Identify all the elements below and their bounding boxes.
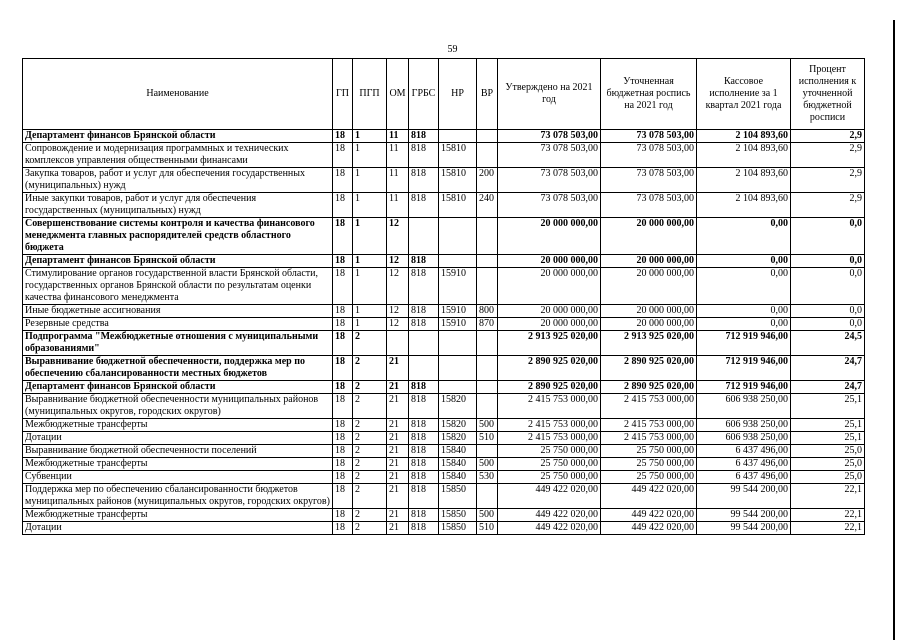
cell-vr — [477, 130, 498, 143]
cell-approved: 25 750 000,00 — [498, 458, 601, 471]
cell-grbs: 818 — [409, 318, 439, 331]
table-row — [23, 381, 865, 394]
header-percent: Процент исполнения к уточненной бюджетной росписи — [791, 59, 865, 130]
cell-cash: 6 437 496,00 — [697, 458, 791, 471]
cell-om: 11 — [387, 168, 409, 193]
table-row — [23, 509, 865, 522]
cell-nr: 15810 — [439, 143, 477, 168]
cell-refined: 2 890 925 020,00 — [601, 356, 697, 381]
cell-gp: 18 — [333, 218, 353, 255]
table-row — [23, 305, 865, 318]
cell-refined: 2 415 753 000,00 — [601, 419, 697, 432]
cell-percent: 2,9 — [791, 130, 865, 143]
table-row — [23, 331, 865, 356]
table-row — [23, 522, 865, 535]
cell-om: 21 — [387, 484, 409, 509]
cell-approved: 2 415 753 000,00 — [498, 419, 601, 432]
cell-percent: 25,0 — [791, 471, 865, 484]
cell-name: Резервные средства — [23, 318, 333, 331]
cell-refined: 2 913 925 020,00 — [601, 331, 697, 356]
cell-percent: 0,0 — [791, 255, 865, 268]
cell-cash: 2 104 893,60 — [697, 193, 791, 218]
cell-om: 21 — [387, 394, 409, 419]
cell-nr — [439, 381, 477, 394]
cell-percent: 24,7 — [791, 356, 865, 381]
cell-percent: 25,1 — [791, 419, 865, 432]
cell-name: Сопровождение и модернизация программных и технических комплексов управления общественными финансами — [23, 143, 333, 168]
cell-pgp: 2 — [353, 484, 387, 509]
cell-gp: 18 — [333, 509, 353, 522]
cell-refined: 73 078 503,00 — [601, 130, 697, 143]
cell-gp: 18 — [333, 484, 353, 509]
cell-nr: 15820 — [439, 419, 477, 432]
cell-pgp: 1 — [353, 168, 387, 193]
cell-approved: 20 000 000,00 — [498, 318, 601, 331]
cell-approved: 25 750 000,00 — [498, 471, 601, 484]
cell-percent: 24,7 — [791, 381, 865, 394]
cell-om: 12 — [387, 305, 409, 318]
cell-vr — [477, 394, 498, 419]
cell-refined: 449 422 020,00 — [601, 509, 697, 522]
cell-pgp: 2 — [353, 331, 387, 356]
cell-vr — [477, 255, 498, 268]
cell-vr — [477, 331, 498, 356]
cell-nr — [439, 218, 477, 255]
cell-vr — [477, 445, 498, 458]
cell-name: Стимулирование органов государственной власти Брянской области, государственных органов Брянской области по результатам оценки качества финансового менеджмента — [23, 268, 333, 305]
cell-vr: 200 — [477, 168, 498, 193]
cell-name: Субвенции — [23, 471, 333, 484]
cell-nr: 15840 — [439, 445, 477, 458]
cell-refined: 20 000 000,00 — [601, 268, 697, 305]
table-row — [23, 268, 865, 305]
header-gp: ГП — [333, 59, 353, 130]
cell-om — [387, 331, 409, 356]
table-row — [23, 445, 865, 458]
cell-grbs: 818 — [409, 484, 439, 509]
cell-pgp: 1 — [353, 130, 387, 143]
cell-gp: 18 — [333, 432, 353, 445]
cell-grbs: 818 — [409, 432, 439, 445]
table-row — [23, 168, 865, 193]
cell-refined: 20 000 000,00 — [601, 318, 697, 331]
cell-cash: 712 919 946,00 — [697, 356, 791, 381]
cell-pgp: 2 — [353, 471, 387, 484]
cell-percent: 22,1 — [791, 509, 865, 522]
cell-grbs: 818 — [409, 193, 439, 218]
cell-name: Межбюджетные трансферты — [23, 419, 333, 432]
cell-name: Выравнивание бюджетной обеспеченности, поддержка мер по обеспечению сбалансированности местных бюджетов — [23, 356, 333, 381]
cell-approved: 2 913 925 020,00 — [498, 331, 601, 356]
table-row — [23, 130, 865, 143]
cell-nr: 15910 — [439, 318, 477, 331]
cell-vr — [477, 143, 498, 168]
cell-vr: 500 — [477, 509, 498, 522]
cell-cash: 2 104 893,60 — [697, 143, 791, 168]
cell-approved: 73 078 503,00 — [498, 168, 601, 193]
table-row — [23, 218, 865, 255]
cell-refined: 20 000 000,00 — [601, 305, 697, 318]
table-row — [23, 458, 865, 471]
cell-name: Выравнивание бюджетной обеспеченности поселений — [23, 445, 333, 458]
cell-om: 12 — [387, 318, 409, 331]
cell-name: Совершенствование системы контроля и качества финансового менеджмента главных распорядителей средств областного бюджета — [23, 218, 333, 255]
cell-grbs: 818 — [409, 509, 439, 522]
cell-vr — [477, 268, 498, 305]
header-name: Наименование — [23, 59, 333, 130]
cell-vr: 530 — [477, 471, 498, 484]
cell-grbs: 818 — [409, 255, 439, 268]
cell-nr: 15840 — [439, 471, 477, 484]
cell-cash: 712 919 946,00 — [697, 331, 791, 356]
cell-gp: 18 — [333, 522, 353, 535]
cell-gp: 18 — [333, 305, 353, 318]
cell-om: 21 — [387, 419, 409, 432]
table-row — [23, 318, 865, 331]
cell-refined: 449 422 020,00 — [601, 522, 697, 535]
cell-cash: 606 938 250,00 — [697, 394, 791, 419]
cell-percent: 0,0 — [791, 268, 865, 305]
cell-refined: 449 422 020,00 — [601, 484, 697, 509]
cell-percent: 0,0 — [791, 218, 865, 255]
cell-gp: 18 — [333, 445, 353, 458]
cell-approved: 2 415 753 000,00 — [498, 432, 601, 445]
cell-cash: 712 919 946,00 — [697, 381, 791, 394]
cell-approved: 449 422 020,00 — [498, 522, 601, 535]
cell-nr: 15810 — [439, 168, 477, 193]
cell-nr: 15910 — [439, 305, 477, 318]
cell-cash: 2 104 893,60 — [697, 168, 791, 193]
cell-gp: 18 — [333, 193, 353, 218]
cell-nr: 15820 — [439, 432, 477, 445]
cell-grbs: 818 — [409, 268, 439, 305]
cell-nr: 15910 — [439, 268, 477, 305]
table-row — [23, 419, 865, 432]
cell-om: 12 — [387, 268, 409, 305]
cell-vr: 500 — [477, 458, 498, 471]
cell-gp: 18 — [333, 130, 353, 143]
cell-percent: 2,9 — [791, 168, 865, 193]
cell-approved: 2 890 925 020,00 — [498, 356, 601, 381]
cell-cash: 6 437 496,00 — [697, 445, 791, 458]
cell-percent: 25,1 — [791, 394, 865, 419]
cell-approved: 73 078 503,00 — [498, 130, 601, 143]
cell-om: 21 — [387, 509, 409, 522]
cell-pgp: 1 — [353, 268, 387, 305]
header-om: ОМ — [387, 59, 409, 130]
cell-name: Иные закупки товаров, работ и услуг для обеспечения государственных (муниципальных) нужд — [23, 193, 333, 218]
cell-approved: 449 422 020,00 — [498, 484, 601, 509]
cell-percent: 22,1 — [791, 484, 865, 509]
cell-nr — [439, 130, 477, 143]
cell-vr: 510 — [477, 432, 498, 445]
cell-grbs: 818 — [409, 168, 439, 193]
cell-gp: 18 — [333, 356, 353, 381]
cell-nr — [439, 331, 477, 356]
cell-approved: 2 415 753 000,00 — [498, 394, 601, 419]
header-grbs: ГРБС — [409, 59, 439, 130]
cell-approved: 20 000 000,00 — [498, 305, 601, 318]
header-refined: Уточненная бюджетная роспись на 2021 год — [601, 59, 697, 130]
cell-om: 21 — [387, 522, 409, 535]
cell-gp: 18 — [333, 143, 353, 168]
cell-grbs: 818 — [409, 143, 439, 168]
cell-om: 11 — [387, 143, 409, 168]
cell-name: Выравнивание бюджетной обеспеченности муниципальных районов (муниципальных округов, городских округов) — [23, 394, 333, 419]
cell-gp: 18 — [333, 168, 353, 193]
cell-vr — [477, 218, 498, 255]
header-row — [23, 59, 865, 130]
cell-pgp: 2 — [353, 432, 387, 445]
cell-cash: 99 544 200,00 — [697, 484, 791, 509]
cell-vr: 510 — [477, 522, 498, 535]
cell-nr — [439, 356, 477, 381]
cell-cash: 0,00 — [697, 218, 791, 255]
cell-vr — [477, 381, 498, 394]
cell-refined: 2 415 753 000,00 — [601, 432, 697, 445]
cell-approved: 20 000 000,00 — [498, 268, 601, 305]
cell-name: Департамент финансов Брянской области — [23, 381, 333, 394]
cell-pgp: 2 — [353, 445, 387, 458]
cell-gp: 18 — [333, 381, 353, 394]
cell-nr: 15850 — [439, 484, 477, 509]
cell-percent: 2,9 — [791, 143, 865, 168]
cell-grbs: 818 — [409, 471, 439, 484]
cell-approved: 2 890 925 020,00 — [498, 381, 601, 394]
table-row — [23, 432, 865, 445]
cell-approved: 20 000 000,00 — [498, 218, 601, 255]
cell-pgp: 1 — [353, 218, 387, 255]
cell-nr: 15850 — [439, 522, 477, 535]
cell-grbs — [409, 356, 439, 381]
cell-pgp: 2 — [353, 356, 387, 381]
cell-percent: 25,0 — [791, 458, 865, 471]
cell-grbs: 818 — [409, 305, 439, 318]
cell-pgp: 1 — [353, 193, 387, 218]
table-row — [23, 471, 865, 484]
cell-pgp: 2 — [353, 381, 387, 394]
cell-approved: 20 000 000,00 — [498, 255, 601, 268]
cell-refined: 25 750 000,00 — [601, 458, 697, 471]
header-approved: Утверждено на 2021 год — [498, 59, 601, 130]
cell-percent: 24,5 — [791, 331, 865, 356]
cell-name: Закупка товаров, работ и услуг для обеспечения государственных (муниципальных) нужд — [23, 168, 333, 193]
cell-approved: 449 422 020,00 — [498, 509, 601, 522]
cell-cash: 0,00 — [697, 305, 791, 318]
cell-nr — [439, 255, 477, 268]
cell-vr — [477, 356, 498, 381]
cell-cash: 0,00 — [697, 268, 791, 305]
cell-nr: 15820 — [439, 394, 477, 419]
cell-refined: 20 000 000,00 — [601, 255, 697, 268]
cell-pgp: 2 — [353, 522, 387, 535]
cell-vr — [477, 484, 498, 509]
cell-nr: 15810 — [439, 193, 477, 218]
cell-om: 11 — [387, 130, 409, 143]
cell-vr: 500 — [477, 419, 498, 432]
cell-grbs — [409, 218, 439, 255]
cell-name: Иные бюджетные ассигнования — [23, 305, 333, 318]
cell-approved: 73 078 503,00 — [498, 143, 601, 168]
cell-percent: 0,0 — [791, 305, 865, 318]
budget-table — [22, 58, 865, 535]
cell-om: 21 — [387, 458, 409, 471]
cell-cash: 0,00 — [697, 318, 791, 331]
cell-gp: 18 — [333, 318, 353, 331]
cell-om: 12 — [387, 218, 409, 255]
page-number: 59 — [447, 44, 458, 55]
cell-refined: 2 890 925 020,00 — [601, 381, 697, 394]
cell-approved: 25 750 000,00 — [498, 445, 601, 458]
header-nr: НР — [439, 59, 477, 130]
page-edge-rule — [893, 20, 895, 640]
cell-nr: 15840 — [439, 458, 477, 471]
cell-gp: 18 — [333, 458, 353, 471]
cell-pgp: 2 — [353, 394, 387, 419]
cell-refined: 2 415 753 000,00 — [601, 394, 697, 419]
cell-gp: 18 — [333, 471, 353, 484]
cell-percent: 25,0 — [791, 445, 865, 458]
table-body — [23, 130, 865, 535]
cell-refined: 25 750 000,00 — [601, 445, 697, 458]
cell-om: 21 — [387, 445, 409, 458]
table-row — [23, 193, 865, 218]
cell-grbs: 818 — [409, 381, 439, 394]
cell-name: Поддержка мер по обеспечению сбалансированности бюджетов муниципальных районов (муниципальных округов, городских округов) — [23, 484, 333, 509]
cell-om: 21 — [387, 471, 409, 484]
cell-om: 11 — [387, 193, 409, 218]
cell-pgp: 2 — [353, 419, 387, 432]
header-pgp: ПГП — [353, 59, 387, 130]
cell-name: Межбюджетные трансферты — [23, 458, 333, 471]
cell-gp: 18 — [333, 419, 353, 432]
cell-vr: 240 — [477, 193, 498, 218]
cell-name: Департамент финансов Брянской области — [23, 255, 333, 268]
cell-percent: 2,9 — [791, 193, 865, 218]
header-vr: ВР — [477, 59, 498, 130]
cell-gp: 18 — [333, 268, 353, 305]
cell-pgp: 2 — [353, 509, 387, 522]
cell-cash: 606 938 250,00 — [697, 432, 791, 445]
cell-cash: 606 938 250,00 — [697, 419, 791, 432]
cell-percent: 25,1 — [791, 432, 865, 445]
cell-name: Дотации — [23, 432, 333, 445]
cell-refined: 73 078 503,00 — [601, 193, 697, 218]
cell-name: Межбюджетные трансферты — [23, 509, 333, 522]
cell-om: 21 — [387, 432, 409, 445]
cell-cash: 2 104 893,60 — [697, 130, 791, 143]
cell-pgp: 1 — [353, 143, 387, 168]
table-row — [23, 255, 865, 268]
cell-nr: 15850 — [439, 509, 477, 522]
cell-cash: 99 544 200,00 — [697, 522, 791, 535]
cell-refined: 73 078 503,00 — [601, 143, 697, 168]
cell-pgp: 1 — [353, 255, 387, 268]
cell-cash: 99 544 200,00 — [697, 509, 791, 522]
cell-pgp: 2 — [353, 458, 387, 471]
cell-grbs: 818 — [409, 445, 439, 458]
cell-gp: 18 — [333, 255, 353, 268]
table-row — [23, 394, 865, 419]
cell-grbs: 818 — [409, 522, 439, 535]
cell-cash: 0,00 — [697, 255, 791, 268]
table-row — [23, 484, 865, 509]
cell-name: Департамент финансов Брянской области — [23, 130, 333, 143]
cell-refined: 20 000 000,00 — [601, 218, 697, 255]
cell-gp: 18 — [333, 331, 353, 356]
cell-om: 21 — [387, 356, 409, 381]
cell-pgp: 1 — [353, 305, 387, 318]
cell-percent: 0,0 — [791, 318, 865, 331]
cell-percent: 22,1 — [791, 522, 865, 535]
cell-refined: 25 750 000,00 — [601, 471, 697, 484]
cell-om: 21 — [387, 381, 409, 394]
cell-name: Дотации — [23, 522, 333, 535]
cell-grbs: 818 — [409, 394, 439, 419]
cell-om: 12 — [387, 255, 409, 268]
cell-grbs: 818 — [409, 458, 439, 471]
cell-grbs — [409, 331, 439, 356]
cell-vr: 800 — [477, 305, 498, 318]
cell-cash: 6 437 496,00 — [697, 471, 791, 484]
table-row — [23, 143, 865, 168]
cell-vr: 870 — [477, 318, 498, 331]
cell-name: Подпрограмма "Межбюджетные отношения с муниципальными образованиями" — [23, 331, 333, 356]
cell-gp: 18 — [333, 394, 353, 419]
header-cash: Кассовое исполнение за 1 квартал 2021 года — [697, 59, 791, 130]
cell-approved: 73 078 503,00 — [498, 193, 601, 218]
table-row — [23, 356, 865, 381]
cell-refined: 73 078 503,00 — [601, 168, 697, 193]
cell-grbs: 818 — [409, 130, 439, 143]
cell-grbs: 818 — [409, 419, 439, 432]
cell-pgp: 1 — [353, 318, 387, 331]
